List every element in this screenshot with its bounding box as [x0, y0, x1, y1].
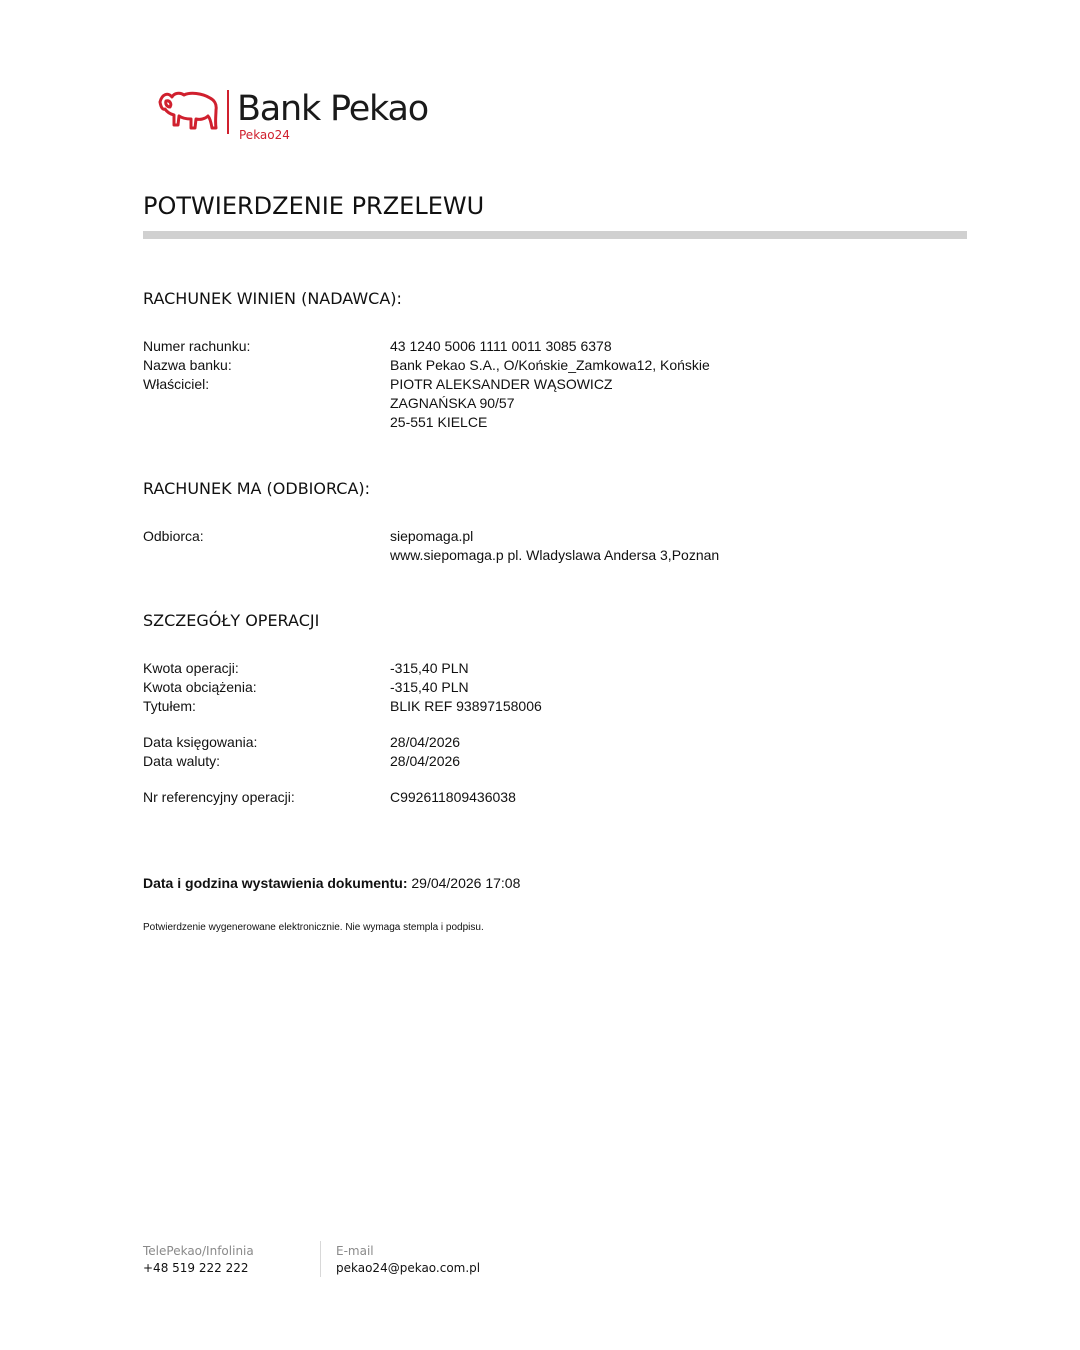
bank-subbrand: Pekao24	[239, 128, 290, 142]
phone-label: TelePekao/Infolinia	[143, 1244, 254, 1258]
bank-label: Nazwa banku:	[143, 357, 232, 373]
issue-datetime	[143, 874, 520, 893]
value-date-value: 28/04/2026	[390, 753, 461, 769]
owner-label: Właściciel:	[143, 376, 210, 392]
account-value: 43 1240 5006 1111 0011 3085 6378	[390, 338, 612, 354]
reference-value: C992611809436038	[390, 789, 516, 805]
issue-datetime-value: 29/04/2026 17:08	[411, 875, 521, 891]
logo-divider	[227, 90, 229, 134]
electronic-note: Potwierdzenie wygenerowane elektronicznie. Nie wymaga stempla i podpisu.	[143, 922, 484, 933]
reference-label: Nr referencyjny operacji:	[143, 789, 295, 805]
recipient-address: www.siepomaga.p pl. Wladyslawa Andersa 3,Poznan	[390, 547, 720, 563]
bank-logo	[158, 86, 438, 146]
debit-label: Kwota obciążenia:	[143, 679, 257, 695]
value-date-label: Data waluty:	[143, 753, 221, 769]
owner-street: ZAGNAŃSKA 90/57	[390, 395, 515, 411]
recipient-name: siepomaga.pl	[390, 528, 474, 544]
phone-value: +48 519 222 222	[143, 1261, 249, 1275]
booking-date-value: 28/04/2026	[390, 734, 461, 750]
bank-value: Bank Pekao S.A., O/Końskie_Zamkowa12, Końskie	[390, 357, 710, 373]
bison-icon	[158, 88, 220, 132]
details-heading: SZCZEGÓŁY OPERACJI	[143, 611, 320, 630]
transfer-title-value: BLIK REF 93897158006	[390, 698, 542, 714]
recipient-label: Odbiorca:	[143, 528, 204, 544]
issue-datetime-label: Data i godzina wystawienia dokumentu:	[143, 875, 408, 891]
booking-date-label: Data księgowania:	[143, 734, 258, 750]
account-label: Numer rachunku:	[143, 338, 251, 354]
email-value[interactable]: pekao24@pekao.com.pl	[336, 1261, 481, 1275]
footer-email	[336, 1243, 480, 1277]
amount-value: -315,40 PLN	[390, 660, 469, 676]
document-title: POTWIERDZENIE PRZELEWU	[143, 192, 485, 220]
owner-city: 25-551 KIELCE	[390, 414, 488, 430]
transfer-title-label: Tytułem:	[143, 698, 196, 714]
sender-heading: RACHUNEK WINIEN (NADAWCA):	[143, 289, 402, 308]
owner-name: PIOTR ALEKSANDER WĄSOWICZ	[390, 376, 613, 392]
title-rule	[143, 231, 967, 239]
debit-value: -315,40 PLN	[390, 679, 469, 695]
email-label: E-mail	[336, 1244, 374, 1258]
footer-divider	[320, 1241, 321, 1277]
bank-name: Bank Pekao	[237, 89, 428, 129]
amount-label: Kwota operacji:	[143, 660, 239, 676]
recipient-heading: RACHUNEK MA (ODBIORCA):	[143, 479, 371, 498]
footer-phone	[143, 1243, 254, 1277]
